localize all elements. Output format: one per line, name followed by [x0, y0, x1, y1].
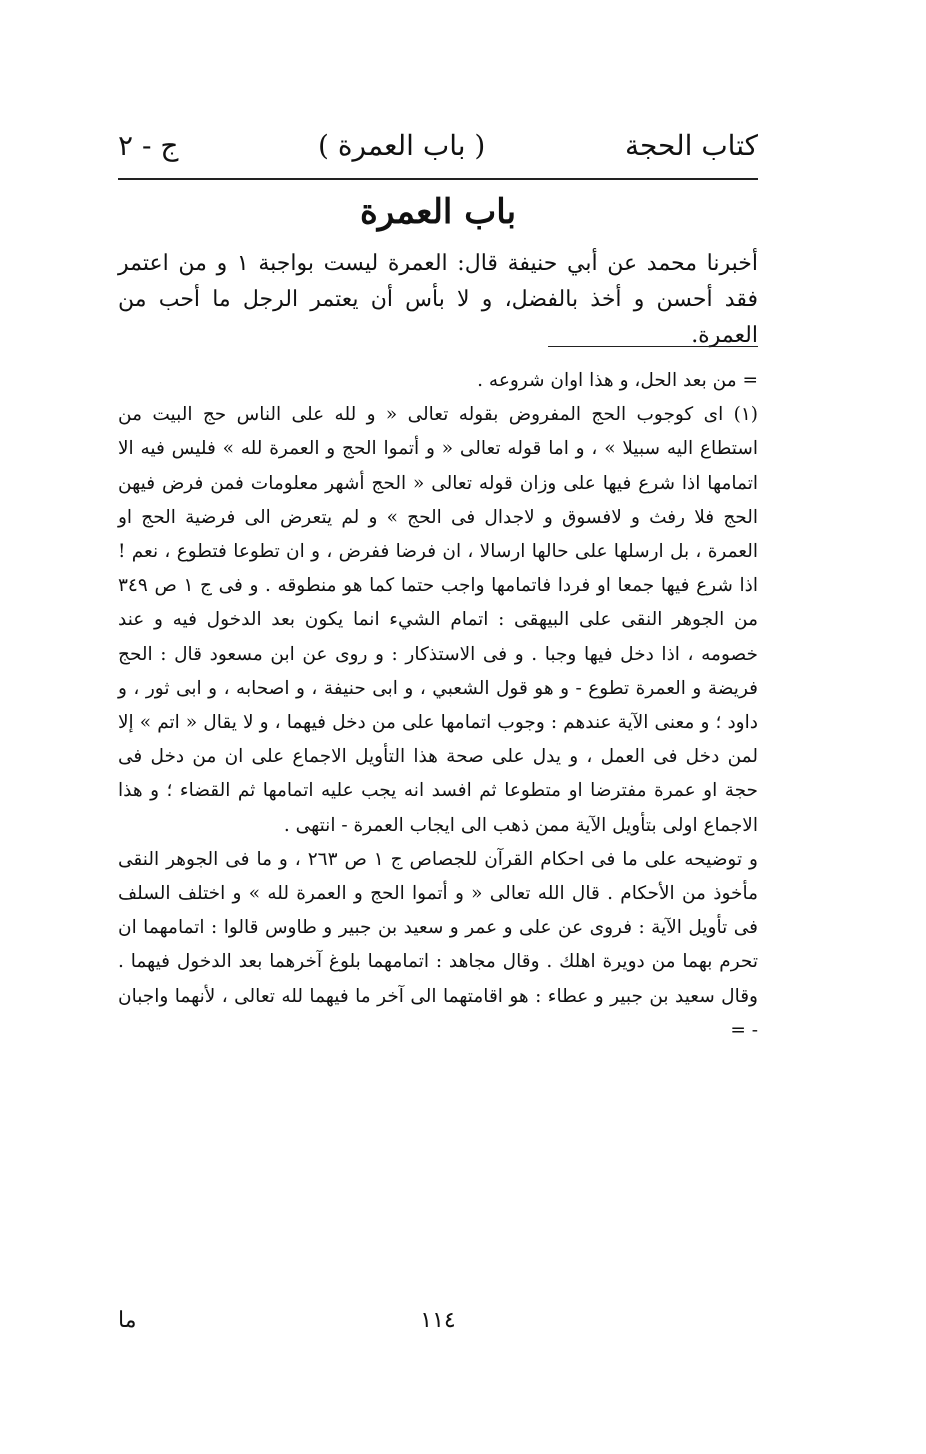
volume-label: ج - ٢	[118, 128, 179, 162]
main-text: أخبرنا محمد عن أبي حنيفة قال: العمرة ليست بواجبة ١ و من اعتمر فقد أحسن و أخذ بالفضل، و لا بأس أن يعتمر الرجل ما أحب من العمرة.	[118, 251, 759, 348]
section-title: باب العمرة	[359, 192, 517, 232]
running-header	[118, 120, 758, 170]
footnote-separator	[548, 346, 758, 347]
footnote-1: (١) اى كوجوب الحج المفروض بقوله تعالى « و لله على الناس حج البيت من استطاع اليه سبيلا » ، و اما قوله تعالى « و أتموا الحج و العمرة لله » فليس فيه الا اتمامها اذا شرع فيها على وزان قوله تعالى « الحج أشهر معلومات فمن فرض فيهن الحج فلا رفث و لافسوق و لاجدال فى الحج » و لم يتعرض الى فرضية الحج او العمرة ، بل ارسلها على حالها ارسالا ، ان فرضا ففرض ، و ان تطوعا فتطوع ، نعم ! اذا شرع فيها جمعا او فردا فاتمامها واجب حتما كما هو منطوقه . و فى ج ١ ص ٣٤٩ من الجوهر النقى على البيهقى : اتمام الشيء انما يكون بعد الدخول فيه و عند خصومه ، اذا دخل فيها وجبا . و فى الاستذكار : و روى عن ابن مسعود قال : الحج فريضة و العمرة تطوع - و هو قول الشعبي ، و ابى حنيفة ، و اصحابه ، و ابى ثور ، و داود ؛ و معنى الآية عندهم : وجوب اتمامها على من دخل فيهما ، و لا يقال « اتم » إلا لمن دخل فى العمل ، و يدل على صحة هذا التأويل الاجماع على ان من دخل فى حجة او عمرة مفترضا او متطوعا ثم افسد انه يجب عليه اتمامها ثم القضاء ؛ و هذا الاجماع اولى بتأويل الآية ممن ذهب الى ايجاب العمرة - انتهى .	[118, 404, 758, 836]
catchword: ما	[118, 1307, 137, 1333]
page-number: ١١٤	[420, 1307, 456, 1333]
header-rule	[118, 178, 758, 180]
book-title: كتاب الحجة	[624, 128, 758, 162]
footnote-explanation: و توضيحه على ما فى احكام القرآن للجصاص ج ١ ص ٢٦٣ ، و ما فى الجوهر النقى مأخوذ من الأحكام . قال الله تعالى « و أتموا الحج و العمرة لله » و اختلف السلف فى تأويل الآية : فروى عن على و عمر و سعيد بن جبير و طاوس قالوا : اتمامهما ان تحرم بهما من دويرة اهلك . وقال مجاهد : اتمامهما بلوغ آخرهما بعد الدخول فيهما . وقال سعيد بن جبير و عطاء : هو اقامتهما الى آخر ما فيهما لله تعالى ، لأنهما واجبان - =	[118, 848, 758, 1041]
footnotes	[118, 364, 758, 1048]
page-footer	[118, 1300, 758, 1340]
footnote-continuation: = من بعد الحل، و هذا اوان شروعه .	[477, 370, 758, 391]
chapter-heading: ( باب العمرة )	[318, 128, 486, 162]
